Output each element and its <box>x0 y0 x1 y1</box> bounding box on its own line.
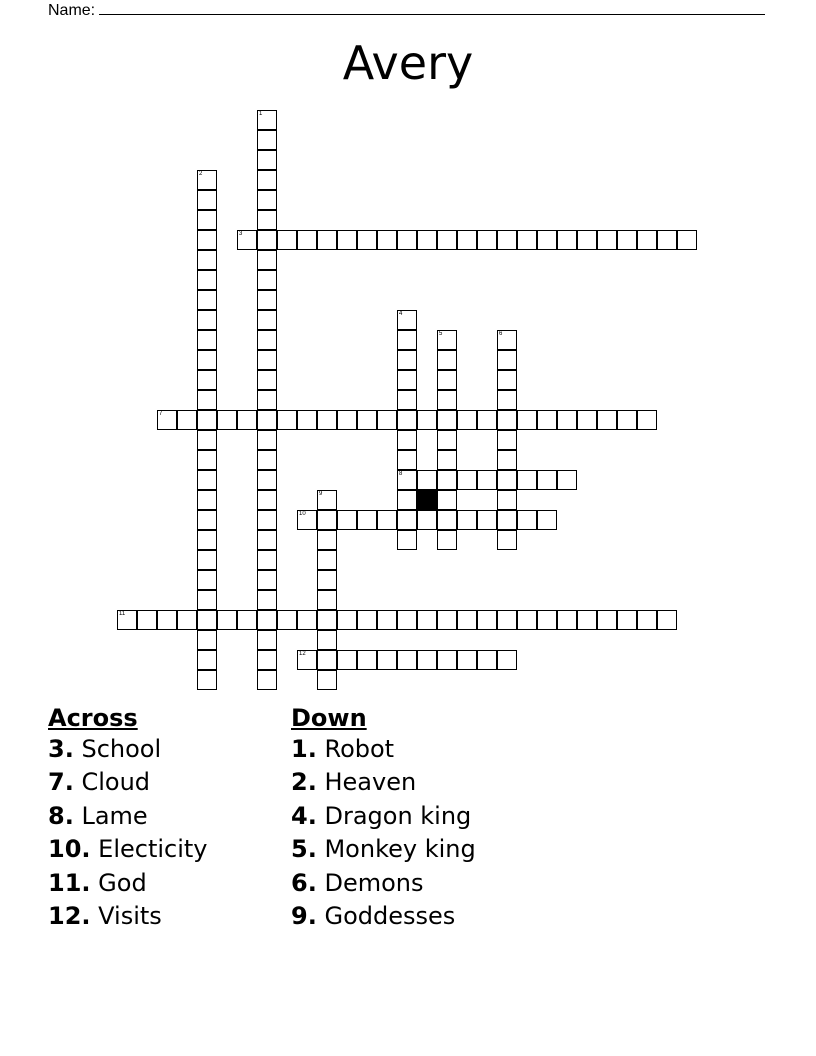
grid-cell[interactable] <box>497 410 517 430</box>
grid-cell[interactable] <box>637 230 657 250</box>
grid-cell[interactable] <box>197 310 217 330</box>
grid-cell[interactable] <box>257 110 277 130</box>
grid-cell[interactable] <box>317 230 337 250</box>
clue-number-label: 7 <box>159 411 163 417</box>
clue-number-label: 9 <box>319 491 323 497</box>
grid-cell[interactable] <box>437 490 457 510</box>
grid-cell[interactable] <box>417 470 437 490</box>
clue-number: 5. <box>291 835 317 864</box>
clue-number-label: 5 <box>439 331 443 337</box>
grid-cell[interactable] <box>197 630 217 650</box>
grid-cell[interactable] <box>437 230 457 250</box>
grid-cell[interactable] <box>257 570 277 590</box>
grid-cell[interactable] <box>557 470 577 490</box>
grid-cell[interactable] <box>477 610 497 630</box>
grid-cell[interactable] <box>417 410 437 430</box>
grid-cell[interactable] <box>257 250 277 270</box>
grid-cell[interactable] <box>417 610 437 630</box>
grid-cell[interactable] <box>397 490 417 510</box>
grid-cell[interactable] <box>317 610 337 630</box>
grid-cell[interactable] <box>257 190 277 210</box>
clue-text: Robot <box>324 735 395 763</box>
name-label: Name: <box>48 2 96 19</box>
grid-cell[interactable] <box>257 150 277 170</box>
clue-number-label: 1 <box>259 111 263 117</box>
grid-cell[interactable] <box>297 610 317 630</box>
grid-cell[interactable] <box>437 650 457 670</box>
grid-cell[interactable] <box>497 390 517 410</box>
grid-cell[interactable] <box>257 450 277 470</box>
grid-cell[interactable] <box>397 370 417 390</box>
across-heading: Across <box>48 704 138 732</box>
grid-cell[interactable] <box>397 430 417 450</box>
grid-cell[interactable] <box>197 270 217 290</box>
across-clue <box>48 833 208 866</box>
grid-cell[interactable] <box>217 410 237 430</box>
grid-cell[interactable] <box>257 310 277 330</box>
grid-cell[interactable] <box>377 610 397 630</box>
grid-cell[interactable] <box>257 610 277 630</box>
grid-cell[interactable] <box>197 670 217 690</box>
grid-cell[interactable] <box>297 410 317 430</box>
grid-cell[interactable] <box>577 230 597 250</box>
grid-cell[interactable] <box>597 410 617 430</box>
clue-text: Monkey king <box>324 835 476 864</box>
grid-cell[interactable] <box>197 510 217 530</box>
grid-cell[interactable] <box>617 410 637 430</box>
grid-cell[interactable] <box>197 370 217 390</box>
grid-cell[interactable] <box>537 410 557 430</box>
grid-cell[interactable] <box>577 610 597 630</box>
clue-number-label: 10 <box>299 511 306 517</box>
clue-number: 4. <box>291 801 317 830</box>
grid-cell[interactable] <box>497 530 517 550</box>
grid-cell[interactable] <box>237 410 257 430</box>
grid-cell[interactable] <box>497 430 517 450</box>
grid-cell[interactable] <box>157 410 177 430</box>
grid-cell[interactable] <box>257 550 277 570</box>
clue-text: Electicity <box>98 835 208 864</box>
grid-cell[interactable] <box>137 610 157 630</box>
grid-cell[interactable] <box>317 650 337 670</box>
grid-cell[interactable] <box>477 410 497 430</box>
grid-cell[interactable] <box>397 470 417 490</box>
grid-cell[interactable] <box>197 470 217 490</box>
grid-cell[interactable] <box>197 450 217 470</box>
grid-cell[interactable] <box>257 170 277 190</box>
grid-cell[interactable] <box>257 290 277 310</box>
clue-number: 7. <box>48 768 74 797</box>
down-clue <box>291 867 476 900</box>
grid-cell[interactable] <box>497 490 517 510</box>
clue-text: Lame <box>81 801 148 830</box>
grid-cell[interactable] <box>197 210 217 230</box>
grid-cell[interactable] <box>637 410 657 430</box>
grid-cell[interactable] <box>317 410 337 430</box>
clue-number-label: 11 <box>119 611 126 617</box>
grid-cell[interactable] <box>257 370 277 390</box>
grid-cell[interactable] <box>657 230 677 250</box>
clue-number: 10. <box>48 835 91 864</box>
grid-cell[interactable] <box>437 430 457 450</box>
down-clue <box>291 766 476 799</box>
grid-cell[interactable] <box>297 650 317 670</box>
grid-cell[interactable] <box>437 410 457 430</box>
grid-cell[interactable] <box>277 230 297 250</box>
grid-cell[interactable] <box>377 410 397 430</box>
clue-number: 3. <box>48 735 74 763</box>
grid-cell[interactable] <box>597 230 617 250</box>
grid-cell[interactable] <box>257 650 277 670</box>
grid-cell[interactable] <box>357 650 377 670</box>
grid-cell[interactable] <box>437 330 457 350</box>
puzzle-title: Avery <box>342 36 474 90</box>
clue-text: Demons <box>324 868 424 897</box>
grid-cell[interactable] <box>557 410 577 430</box>
grid-cell[interactable] <box>417 650 437 670</box>
down-clues <box>291 703 476 933</box>
grid-cell[interactable] <box>197 330 217 350</box>
grid-cell[interactable] <box>197 250 217 270</box>
grid-cell[interactable] <box>437 370 457 390</box>
grid-cell[interactable] <box>397 510 417 530</box>
clue-number-label: 2 <box>199 171 203 177</box>
name-field <box>48 0 765 20</box>
grid-cell[interactable] <box>497 350 517 370</box>
grid-cell[interactable] <box>197 530 217 550</box>
grid-cell[interactable] <box>197 290 217 310</box>
clue-number: 6. <box>291 868 317 897</box>
clue-number-label: 6 <box>499 331 503 337</box>
grid-cell[interactable] <box>277 410 297 430</box>
grid-cell[interactable] <box>517 230 537 250</box>
grid-cell[interactable] <box>377 510 397 530</box>
grid-cell[interactable] <box>537 470 557 490</box>
grid-cell[interactable] <box>337 510 357 530</box>
grid-cell[interactable] <box>197 390 217 410</box>
grid-cell[interactable] <box>257 350 277 370</box>
grid-cell[interactable] <box>257 530 277 550</box>
down-clue <box>291 800 476 833</box>
grid-cell[interactable] <box>497 330 517 350</box>
grid-cell[interactable] <box>257 410 277 430</box>
grid-cell[interactable] <box>257 430 277 450</box>
grid-cell[interactable] <box>477 510 497 530</box>
grid-cell[interactable] <box>337 410 357 430</box>
grid-cell[interactable] <box>397 330 417 350</box>
grid-cell[interactable] <box>257 130 277 150</box>
grid-cell[interactable] <box>437 350 457 370</box>
grid-cell[interactable] <box>237 230 257 250</box>
grid-cell[interactable] <box>197 570 217 590</box>
grid-cell[interactable] <box>397 610 417 630</box>
grid-cell[interactable] <box>177 410 197 430</box>
grid-cell[interactable] <box>297 230 317 250</box>
grid-cell[interactable] <box>357 510 377 530</box>
across-clues <box>48 703 208 933</box>
across-clue <box>48 900 208 933</box>
across-clue <box>48 733 208 766</box>
grid-cell[interactable] <box>117 610 137 630</box>
grid-cell[interactable] <box>397 450 417 470</box>
across-clue <box>48 766 208 799</box>
name-blank-line <box>99 0 765 15</box>
clue-number: 8. <box>48 801 74 830</box>
grid-cell[interactable] <box>257 270 277 290</box>
grid-cell[interactable] <box>397 410 417 430</box>
grid-cell[interactable] <box>317 490 337 510</box>
grid-cell[interactable] <box>397 310 417 330</box>
grid-cell[interactable] <box>497 610 517 630</box>
clue-number: 1. <box>291 735 317 763</box>
grid-cell[interactable] <box>377 650 397 670</box>
clue-text: Visits <box>98 902 162 931</box>
grid-cell[interactable] <box>317 530 337 550</box>
grid-cell[interactable] <box>477 650 497 670</box>
clue-number: 9. <box>291 902 317 931</box>
grid-cell[interactable] <box>437 530 457 550</box>
grid-cell[interactable] <box>577 410 597 430</box>
clue-text: Cloud <box>81 768 151 797</box>
grid-cell[interactable] <box>197 410 217 430</box>
grid-cell[interactable] <box>197 230 217 250</box>
grid-cell[interactable] <box>337 610 357 630</box>
across-clue <box>48 867 208 900</box>
grid-cell[interactable] <box>257 470 277 490</box>
grid-cell[interactable] <box>257 670 277 690</box>
grid-cell[interactable] <box>437 450 457 470</box>
grid-cell[interactable] <box>257 230 277 250</box>
grid-cell[interactable] <box>517 470 537 490</box>
grid-cell[interactable] <box>457 230 477 250</box>
down-clue <box>291 833 476 866</box>
grid-cell[interactable] <box>497 370 517 390</box>
grid-cell[interactable] <box>317 550 337 570</box>
grid-cell[interactable] <box>217 610 237 630</box>
grid-cell[interactable] <box>497 510 517 530</box>
grid-cell[interactable] <box>417 230 437 250</box>
grid-cell[interactable] <box>437 610 457 630</box>
grid-cell[interactable] <box>437 390 457 410</box>
down-heading: Down <box>291 704 367 732</box>
grid-cell[interactable] <box>617 610 637 630</box>
grid-cell[interactable] <box>517 410 537 430</box>
black-cell <box>417 490 437 510</box>
grid-cell[interactable] <box>197 430 217 450</box>
grid-cell[interactable] <box>197 610 217 630</box>
grid-cell[interactable] <box>597 610 617 630</box>
grid-cell[interactable] <box>277 610 297 630</box>
clue-text: Dragon king <box>324 801 472 830</box>
grid-cell[interactable] <box>317 630 337 650</box>
clue-number-label: 4 <box>399 311 403 317</box>
grid-cell[interactable] <box>437 510 457 530</box>
grid-cell[interactable] <box>257 590 277 610</box>
grid-cell[interactable] <box>197 350 217 370</box>
grid-cell[interactable] <box>457 410 477 430</box>
grid-cell[interactable] <box>197 590 217 610</box>
grid-cell[interactable] <box>377 230 397 250</box>
clue-number-label: 12 <box>299 651 306 657</box>
grid-cell[interactable] <box>457 650 477 670</box>
grid-cell[interactable] <box>237 610 257 630</box>
down-clue <box>291 900 476 933</box>
grid-cell[interactable] <box>197 550 217 570</box>
clue-number: 11. <box>48 868 91 897</box>
grid-cell[interactable] <box>637 610 657 630</box>
grid-cell[interactable] <box>257 330 277 350</box>
clue-text: Heaven <box>324 768 417 797</box>
grid-cell[interactable] <box>297 510 317 530</box>
grid-cell[interactable] <box>397 230 417 250</box>
grid-cell[interactable] <box>457 610 477 630</box>
grid-cell[interactable] <box>157 610 177 630</box>
grid-cell[interactable] <box>197 190 217 210</box>
grid-cell[interactable] <box>497 650 517 670</box>
down-clue <box>291 733 476 766</box>
grid-cell[interactable] <box>257 630 277 650</box>
grid-cell[interactable] <box>457 510 477 530</box>
grid-cell[interactable] <box>677 230 697 250</box>
clue-number-label: 8 <box>399 471 403 477</box>
clue-text: God <box>98 868 147 897</box>
grid-cell[interactable] <box>337 230 357 250</box>
grid-cell[interactable] <box>397 390 417 410</box>
clue-text: School <box>81 735 162 763</box>
grid-cell[interactable] <box>357 610 377 630</box>
grid-cell[interactable] <box>357 230 377 250</box>
grid-cell[interactable] <box>517 610 537 630</box>
grid-cell[interactable] <box>317 570 337 590</box>
grid-cell[interactable] <box>497 230 517 250</box>
grid-cell[interactable] <box>457 470 477 490</box>
grid-cell[interactable] <box>397 350 417 370</box>
grid-cell[interactable] <box>537 610 557 630</box>
grid-cell[interactable] <box>357 410 377 430</box>
clue-number: 2. <box>291 768 317 797</box>
grid-cell[interactable] <box>197 650 217 670</box>
grid-cell[interactable] <box>317 590 337 610</box>
grid-cell[interactable] <box>257 390 277 410</box>
across-clue <box>48 800 208 833</box>
grid-cell[interactable] <box>257 510 277 530</box>
grid-cell[interactable] <box>397 530 417 550</box>
grid-cell[interactable] <box>337 650 357 670</box>
grid-cell[interactable] <box>197 490 217 510</box>
clue-text: Goddesses <box>324 902 456 931</box>
grid-cell[interactable] <box>257 210 277 230</box>
grid-cell[interactable] <box>477 470 497 490</box>
grid-cell[interactable] <box>177 610 197 630</box>
grid-cell[interactable] <box>557 610 577 630</box>
grid-cell[interactable] <box>477 230 497 250</box>
grid-cell[interactable] <box>537 510 557 530</box>
grid-cell[interactable] <box>437 470 457 490</box>
grid-cell[interactable] <box>317 670 337 690</box>
grid-cell[interactable] <box>497 450 517 470</box>
grid-cell[interactable] <box>497 470 517 490</box>
clue-number: 12. <box>48 902 91 931</box>
grid-cell[interactable] <box>397 650 417 670</box>
clue-number-label: 3 <box>239 231 243 237</box>
grid-cell[interactable] <box>617 230 637 250</box>
grid-cell[interactable] <box>517 510 537 530</box>
grid-cell[interactable] <box>317 510 337 530</box>
grid-cell[interactable] <box>657 610 677 630</box>
grid-cell[interactable] <box>197 170 217 190</box>
grid-cell[interactable] <box>537 230 557 250</box>
grid-cell[interactable] <box>557 230 577 250</box>
grid-cell[interactable] <box>417 510 437 530</box>
grid-cell[interactable] <box>257 490 277 510</box>
